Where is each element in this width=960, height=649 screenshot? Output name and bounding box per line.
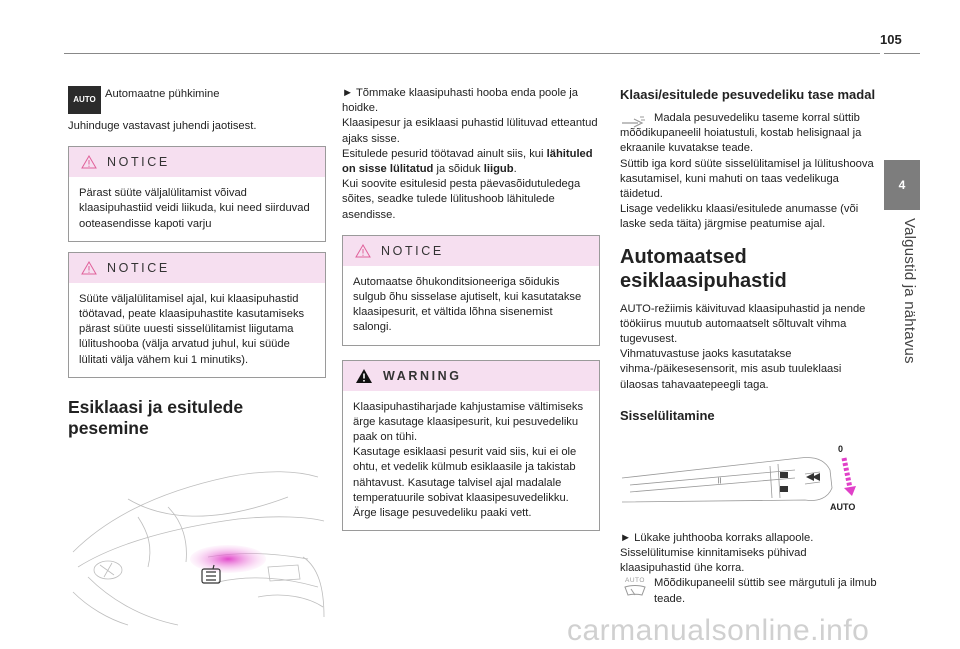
page-number: 105 (880, 32, 902, 47)
text-bold-run: lähituled on sisse lülitatud (342, 147, 593, 176)
switch-confirm-text: Sisselülitumise kinnitamiseks pühivad klaasipuhastid ühe korra. (620, 547, 807, 575)
watermark: carmanualsonline.info (567, 614, 870, 647)
low-fluid-text-3: Lisage vedelikku klaasi/esitulede anumasse (või laske seda täita) järgmise peatumise ajal. (620, 203, 859, 231)
drl-washing-text: Kui soovite esitulesid pesta päevasõidutuledega sõites, seadke tulede lülitushoob lähitulede asendisse. (342, 178, 581, 221)
chapter-sidebar (884, 0, 960, 649)
notice-header-2 (69, 253, 325, 283)
indicator-text: Mõõdikupaneelil süttib see märgutuli ja ilmub teade. (654, 577, 877, 605)
chapter-number-tab: 4 (884, 160, 920, 210)
notice-warning-icon (81, 155, 97, 169)
low-fluid-text-2: Süttib iga kord süüte sisselülitamisel ja lülitushoova kasutamisel, kuni mahuti on taas vedelikuga täidetud. (620, 157, 874, 201)
auto-wipe-row (68, 86, 326, 114)
heading-switch-on: Sisselülitamine (620, 407, 715, 423)
text-run: Esitulede pesurid töötavad ainult siis, kui (342, 147, 547, 160)
notice-warning-icon (81, 261, 97, 275)
low-fluid-text-1: Madala pesuvedeliku taseme korral süttib mõõdikupaneelil hoiatustuli, kostab helisignaal ja ekraanile kuvatakse teade. (620, 112, 862, 155)
notice-warning-icon (355, 244, 371, 258)
notice-title-1: NOTICE (107, 155, 170, 170)
header-rule (64, 53, 880, 54)
section-heading-washing: Esiklaasi ja esitulede pesemine (68, 396, 244, 438)
warning-header (343, 361, 599, 391)
warning-text-a: Klaasipuhastiharjade kahjustamise vältimiseks ärge kasutage klaasipesurit, kui pesuvedeliku paak on tühi. (353, 400, 584, 444)
low-fluid-block (620, 111, 878, 233)
pull-lever-instruction: ► Tõmmake klaasipuhasti hooba enda poole ja hoidke. (342, 87, 579, 115)
notice-body-3: Automaatse õhukonditsioneeriga sõidukis sulgub õhu sisselase ajutiselt, kui kasutatakse klaasipesurit, et vältida lõhna sisenemist salongi. (353, 275, 582, 334)
warning-text-b: Kasutage esiklaasi pesurit vaid siis, kui ei ole ohtu, et vedelik külmub esiklaasile ja takistab nähtavust. Kasutage talvisel ajal madalale temperatuurile sobivat klaasipesuvedelikku. (353, 446, 577, 504)
auto-wipers-text-2: Vihmatuvastuse jaoks kasutatakse vihma-/päikesesensorit, mis asub tuuleklaasi ülaosas tahavaatepeegli taga. (620, 348, 842, 391)
warning-triangle-icon (355, 368, 373, 384)
warning-title: WARNING (383, 368, 462, 383)
washer-fluid-icon (620, 115, 646, 129)
notice-body-1: Pärast süüte väljalülitamist võivad klaasipuhastiid veidi liikuda, kui need siirduvad ooteasendisse kapoti varju (79, 187, 310, 230)
lever-position-auto: AUTO (830, 501, 856, 512)
warning-body (343, 391, 599, 531)
text-bold-run: liigub (483, 163, 514, 176)
washer-activation-text: Klaasipesur ja esiklaasi puhastid lülituvad etteantud ajaks sisse. (342, 117, 598, 145)
chapter-title: Valgustid ja nähtavus (901, 218, 918, 364)
indicator-row (620, 576, 878, 606)
headlamp-washer-condition (342, 147, 600, 177)
column-1 (68, 86, 326, 632)
svg-text:||: || (718, 477, 722, 484)
notice-box-2 (68, 252, 326, 378)
notice-title-3: NOTICE (381, 243, 444, 258)
heading-auto-wipers: Automaatsed esiklaasipuhastid (620, 245, 787, 292)
notice-header-1 (69, 147, 325, 177)
windscreen-icon (623, 585, 647, 597)
text-run: . (513, 163, 517, 176)
auto-indicator-label: AUTO (625, 577, 645, 585)
text-run: ja sõiduk (433, 163, 484, 176)
car-front-illustration (68, 457, 326, 627)
notice-header-3 (343, 236, 599, 266)
column-2 (342, 86, 600, 531)
warning-text-c: Ärge lisage pesuvedeliku paaki vett. (353, 507, 532, 520)
auto-wipe-icon: AUTO (68, 86, 101, 114)
wiper-lever-illustration (620, 430, 878, 512)
auto-wipe-label: Automaatne pühkimine (105, 88, 220, 100)
lever-position-off: 0 (838, 443, 844, 454)
sidebar-rule (884, 53, 920, 54)
notice-box-1 (68, 146, 326, 242)
switch-instruction: ► Lükake juhthooba korraks allapoole. (620, 531, 814, 544)
auto-wipers-text-1: AUTO-režiimis käivituvad klaasipuhastid ja nende töökiirus muutub automaatselt sõltuvalt vihma tugevusest. (620, 302, 866, 346)
column-3 (620, 86, 878, 607)
notice-box-3 (342, 235, 600, 346)
warning-box (342, 360, 600, 532)
heading-low-fluid: Klaasi/esitulede pesuvedeliku tase madal (620, 87, 876, 102)
notice-body-2: Süüte väljalülitamisel ajal, kui klaasipuhastid töötavad, peate klaasipuhastite kasutamiseks pärast süüte uuesti sisselülitamist liigutama lülitushooba (välja arvatud juhul, kui süüde lülitati välja vähem kui 1 minutiks). (79, 292, 305, 366)
intro-text: Juhinduge vastavast juhendi jaotisest. (68, 120, 257, 132)
notice-title-2: NOTICE (107, 260, 170, 275)
auto-indicator-icon (622, 577, 648, 602)
